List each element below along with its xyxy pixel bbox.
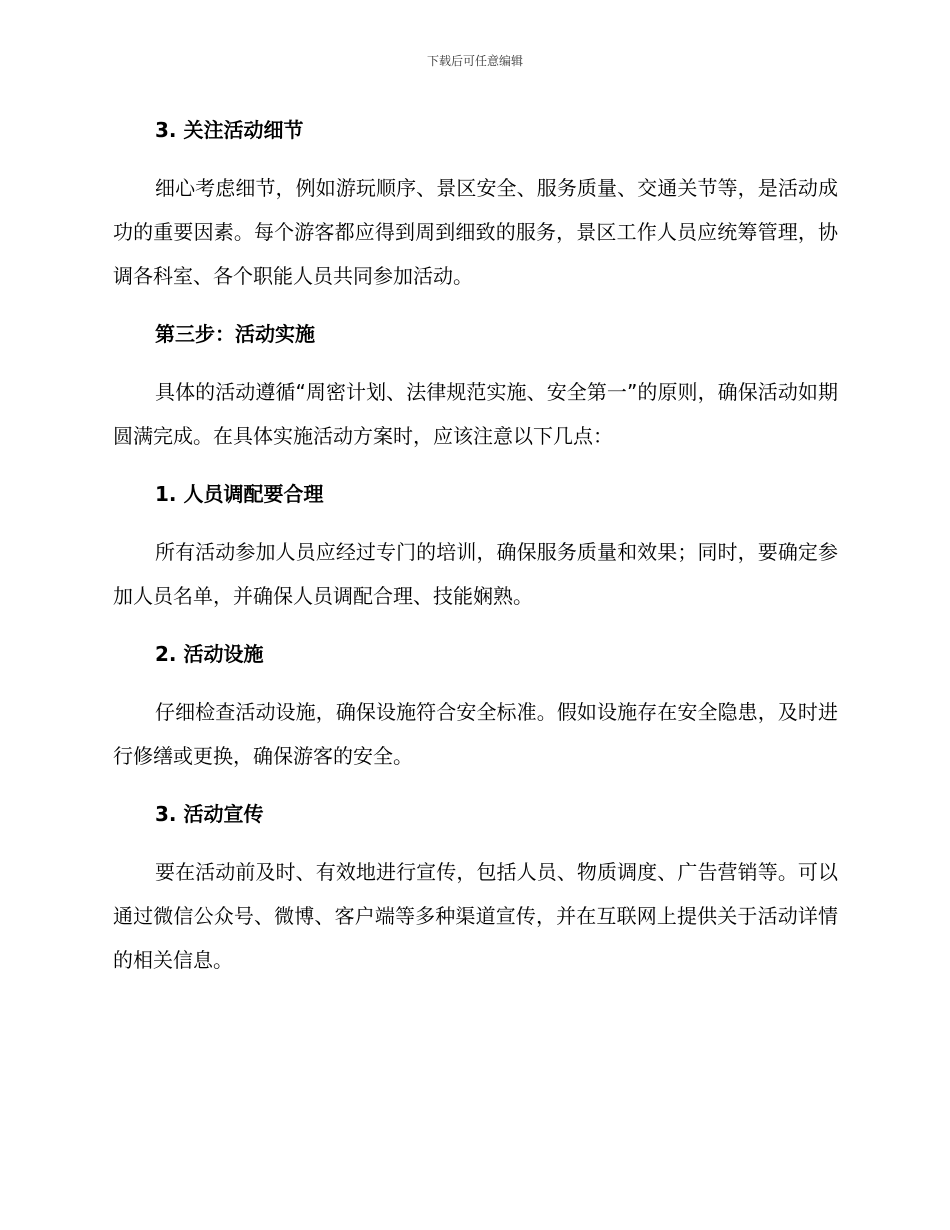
paragraph-implementation: 具体的活动遵循“周密计划、法律规范实施、安全第一”的原则，确保活动如期圆满完成。在具体实施活动方案时，应该注意以下几点：	[113, 380, 838, 448]
page-header: 下载后可任意编辑	[426, 54, 523, 68]
section-heading-staffing: 1. 人员调配要合理	[155, 482, 324, 506]
paragraph-facilities: 仔细检查活动设施，确保设施符合安全标准。假如设施存在安全隐患，及时进行修缮或更换，确保游客的安全。	[113, 700, 838, 768]
paragraph-promotion: 要在活动前及时、有效地进行宣传，包括人员、物质调度、广告营销等。可以通过微信公众号、微博、客户端等多种渠道宣传，并在互联网上提供关于活动详情的相关信息。	[113, 860, 838, 972]
paragraph-details: 细心考虑细节，例如游玩顺序、景区安全、服务质量、交通关节等，是活动成功的重要因素。每个游客都应得到周到细致的服务，景区工作人员应统筹管理，协调各科室、各个职能人员共同参加活动。	[113, 176, 838, 288]
paragraph-staffing: 所有活动参加人员应经过专门的培训，确保服务质量和效果；同时，要确定参加人员名单，并确保人员调配合理、技能娴熟。	[113, 540, 838, 608]
section-heading-promotion: 3. 活动宣传	[155, 802, 264, 826]
document-body	[113, 108, 838, 996]
section-heading-step-three: 第三步：活动实施	[155, 322, 315, 346]
section-heading-focus-details: 3. 关注活动细节	[155, 118, 304, 142]
section-heading-facilities: 2. 活动设施	[155, 642, 264, 666]
